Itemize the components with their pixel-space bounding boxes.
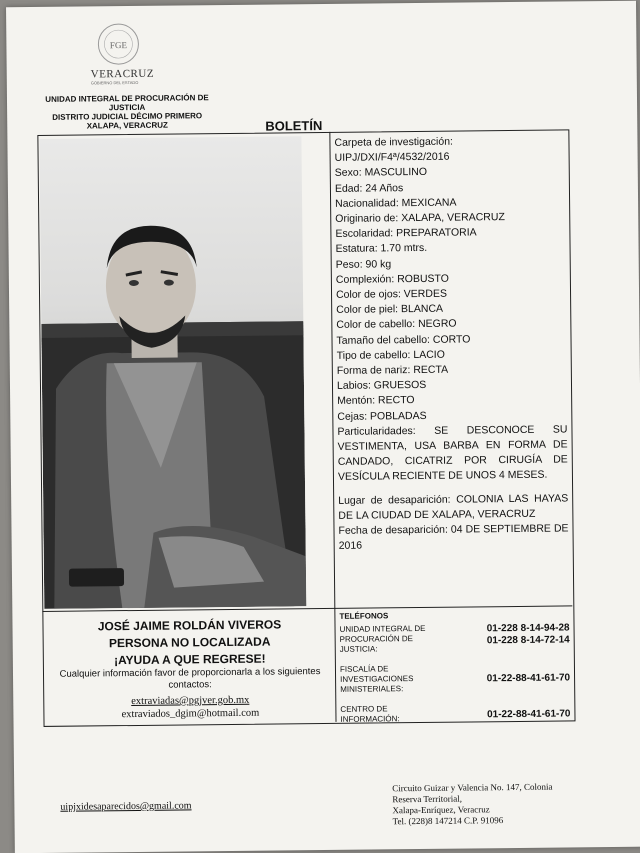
contact-email-1[interactable]: extraviadas@pgjver.gob.mx (131, 694, 250, 708)
detail-originario: Originario de: XALAPA, VERACRUZ (335, 211, 505, 225)
detail-menton: Mentón: RECTO (337, 394, 415, 408)
detail-nacionalidad: Nacionalidad: MEXICANA (335, 196, 457, 210)
detail-nariz: Forma de nariz: RECTA (336, 363, 449, 377)
address-line: Reserva Territorial, (392, 793, 463, 805)
phone-number: 01-22-88-41-61-70 (486, 672, 571, 685)
detail-lugar: Lugar de desaparición: COLONIA LAS HAYAS DE LA CIUDAD DE XALAPA, VERACRUZ (338, 492, 569, 522)
seal-text: FGE (109, 40, 127, 51)
detail-edad: Edad: 24 Años (334, 181, 404, 195)
case-number: UIPJ/DXI/F4ª/4532/2016 (334, 150, 450, 165)
phone-entry (340, 662, 570, 694)
detail-cejas: Cejas: POBLADAS (337, 409, 427, 423)
phone-label: CENTRO DE INFORMACIÓN: (340, 704, 400, 724)
agency-line: XALAPA, VERACRUZ (86, 120, 168, 131)
phone-number: 01-228 8-14-94-28 (486, 622, 570, 635)
detail-escolaridad: Escolaridad: PREPARATORIA (335, 226, 477, 241)
address-line: Xalapa-Enríquez, Veracruz (392, 804, 490, 816)
person-name-block (46, 616, 333, 670)
footer-email[interactable]: uipjxidesaparecidos@gmail.com (60, 800, 192, 813)
person-details (334, 133, 568, 554)
detail-tamano-cabello: Tamaño del cabello: CORTO (336, 333, 471, 347)
detail-labios: Labios: GRUESOS (336, 379, 427, 393)
detail-piel: Color de piel: BLANCA (336, 302, 444, 317)
address-line: Circuito Guizar y Valencia No. 147, Colonia (392, 781, 553, 794)
agency-line: DISTRITO JUDICIAL DÉCIMO PRIMERO (52, 111, 203, 122)
phone-label: FISCALÍA DE INVESTIGACIONES MINISTERIALES: (339, 664, 414, 694)
person-plea: ¡AYUDA A QUE REGRESE! (113, 651, 266, 668)
agency-line: UNIDAD INTEGRAL DE PROCURACIÓN DE JUSTICIA (45, 93, 209, 113)
phone-label: UNIDAD INTEGRAL DE PROCURACIÓN DE JUSTICIA: (339, 623, 426, 654)
case-label: Carpeta de investigación: (334, 135, 454, 149)
phones-title: TELÉFONOS (339, 611, 389, 621)
person-status: PERSONA NO LOCALIZADA (108, 634, 271, 651)
logo-text: VERACRUZ (90, 67, 155, 81)
missing-person-photo (39, 136, 306, 609)
detail-tipo-cabello: Tipo de cabello: LACIO (336, 348, 445, 362)
phone-number: 01-228 8-14-72-14 (486, 634, 570, 647)
detail-ojos: Color de ojos: VERDES (335, 287, 447, 301)
detail-cabello: Color de cabello: NEGRO (336, 318, 457, 332)
phone-entry (340, 702, 570, 724)
bulletin-page (6, 1, 640, 853)
detail-complexion: Complexión: ROBUSTO (335, 272, 449, 286)
footer-address (392, 782, 553, 828)
phones-block (339, 609, 570, 732)
person-name: JOSÉ JAIME ROLDÁN VIVEROS (97, 617, 282, 634)
contact-info-text: Cualquier información favor de proporcionarla a los siguientes contactos: (59, 666, 321, 691)
detail-particularidades: Particularidades: SE DESCONOCE SU VESTIMENTA, USA BARBA EN FORMA DE CANDADO, CICATRIZ POR CIRUGÍA DE VESÍCULA RECIENTE DE UNOS 4 MESES. (337, 423, 568, 484)
logo-subtitle: GOBIERNO DEL ESTADO (90, 79, 139, 86)
phone-numbers (487, 622, 570, 647)
contact-emails (47, 693, 333, 722)
detail-estatura: Estatura: 1.70 mtrs. (335, 242, 428, 256)
agency-header (37, 93, 217, 131)
phone-entry (340, 622, 570, 654)
contact-email-2[interactable]: extraviados_dgim@hotmail.com (121, 707, 260, 721)
detail-peso: Peso: 90 kg (335, 257, 392, 271)
veracruz-seal-logo (88, 20, 148, 69)
detail-fecha: Fecha de desaparición: 04 DE SEPTIEMBRE DE 2016 (338, 522, 569, 553)
detail-sexo: Sexo: MASCULINO (334, 166, 428, 180)
address-line: Tel. (228)8 147214 C.P. 91096 (392, 815, 504, 827)
phone-number: 01-22-88-41-61-70 (487, 708, 571, 721)
bulletin-title: BOLETÍN (265, 117, 323, 134)
